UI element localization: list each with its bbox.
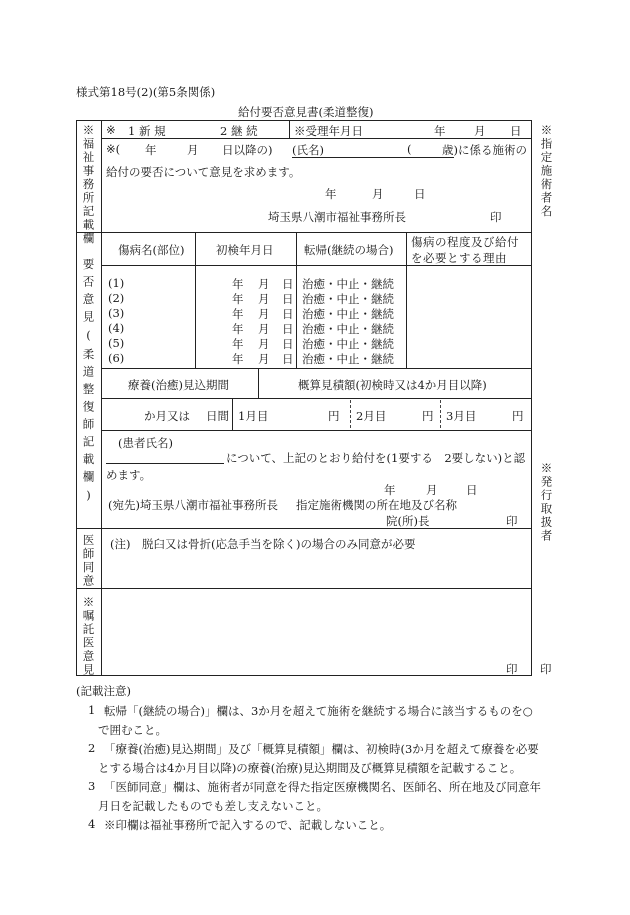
row-number: (2) xyxy=(108,291,125,305)
doctor-consent-note: (注) 脱臼又は骨折(応急手当を除く)の場合のみ同意が必要 xyxy=(110,537,416,551)
row-number: (4) xyxy=(108,321,125,335)
estimate-header: 概算見積額(初検時又は4か月目以降) xyxy=(298,378,487,392)
commissioned-seal: 印 xyxy=(506,662,518,676)
issuer-label: ※発行取扱者 xyxy=(539,462,554,543)
treatment-period-header: 療養(治癒)見込期間 xyxy=(128,378,229,392)
statement-date-day: 日 xyxy=(466,483,478,497)
note-number: 3 xyxy=(88,779,96,793)
row-month: 月 xyxy=(258,322,270,336)
row-month: 月 xyxy=(258,352,270,366)
patient-name-label: (患者氏名) xyxy=(118,436,173,450)
statement-facility: 指定施術機関の所在地及び名称 xyxy=(296,498,457,512)
row-month: 月 xyxy=(258,292,270,306)
note-number: 1 xyxy=(88,703,96,717)
office-type-marker: ※ xyxy=(106,123,116,137)
row-outcome: 治癒・中止・継続 xyxy=(302,337,394,351)
month2-label: 2月目 xyxy=(356,409,387,423)
statement-addressee: (宛先)埼玉県八潮市福祉事務所長 xyxy=(108,498,278,512)
request-line-age-unit: 歳)に係る施術の xyxy=(442,143,527,157)
office-head-name: 埼玉県八潮市福祉事務所長 xyxy=(268,210,406,224)
form-title: 給付要否意見書(柔道整復) xyxy=(238,105,374,119)
note-text-cont: とする場合は4か月目以降)の療養(治療)見込期間及び概算見積額を記載すること。 xyxy=(98,761,522,775)
opinion-section-label: 要否意見(柔道整復師記載欄) xyxy=(81,258,96,508)
row-day: 日 xyxy=(282,352,294,366)
row-year: 年 xyxy=(232,322,244,336)
continue-option: 2 継 続 xyxy=(220,124,258,138)
month1-label: 1月目 xyxy=(238,409,269,423)
office-section-label: ※福祉事務所記載欄 xyxy=(81,124,96,246)
header-reason: 傷病の程度及び給付を必要とする理由 xyxy=(411,235,519,265)
office-date-day: 日 xyxy=(414,187,426,201)
notes-title: (記載注意) xyxy=(76,684,131,698)
row-outcome: 治癒・中止・継続 xyxy=(302,352,394,366)
row-outcome: 治癒・中止・継続 xyxy=(302,322,394,336)
issuer-seal: 印 xyxy=(540,662,552,676)
row-day: 日 xyxy=(282,277,294,291)
period-days: 日間 xyxy=(206,409,229,423)
note-text: 「医師同意」欄は、施術者が同意を得た指定医療機関名、医師名、所在地及び同意年 xyxy=(104,780,541,794)
request-line-mark: ※( xyxy=(106,142,121,156)
row-month: 月 xyxy=(258,277,270,291)
note-text: 転帰「(継続の場合)」欄は、3か月を超えて施術を継続する場合に該当するものを○ xyxy=(104,704,533,718)
statement-seal: 印 xyxy=(506,514,518,528)
row-number: (6) xyxy=(108,351,125,365)
row-number: (5) xyxy=(108,336,125,350)
request-line-age-open: ( xyxy=(407,142,412,156)
statement-date-month: 月 xyxy=(426,483,438,497)
request-line-name-label: (氏名) xyxy=(292,143,324,157)
note-text-cont: 月日を記載したものでも差し支えないこと。 xyxy=(98,799,328,813)
row-outcome: 治癒・中止・継続 xyxy=(302,307,394,321)
row-day: 日 xyxy=(282,292,294,306)
header-outcome: 転帰(継続の場合) xyxy=(304,243,394,257)
row-year: 年 xyxy=(232,292,244,306)
row-day: 日 xyxy=(282,322,294,336)
header-injury-name: 傷病名(部位) xyxy=(118,243,185,257)
facility-name-label: ※指定施術者名 xyxy=(539,124,554,219)
request-line-year: 年 xyxy=(145,143,157,157)
row-outcome: 治癒・中止・継続 xyxy=(302,292,394,306)
row-year: 年 xyxy=(232,277,244,291)
note-text-cont: で囲むこと。 xyxy=(98,723,167,737)
header-first-exam-date: 初検年月日 xyxy=(216,243,274,257)
received-date-label: ※受理年月日 xyxy=(294,124,363,138)
row-year: 年 xyxy=(232,337,244,351)
note-text: ※印欄は福祉事務所で記入するので、記載しないこと。 xyxy=(104,818,392,832)
row-day: 日 xyxy=(282,337,294,351)
month3-label: 3月目 xyxy=(446,409,477,423)
month3-yen: 円 xyxy=(512,409,524,423)
row-number: (1) xyxy=(108,276,125,290)
received-year: 年 xyxy=(434,124,446,138)
received-day: 日 xyxy=(510,124,522,138)
row-year: 年 xyxy=(232,352,244,366)
month1-yen: 円 xyxy=(328,409,340,423)
doctor-consent-label: 医師同意 xyxy=(81,534,96,588)
statement-date-year: 年 xyxy=(384,483,396,497)
received-month: 月 xyxy=(474,124,486,138)
request-line-since: 日以降の) xyxy=(222,143,273,157)
request-line-month: 月 xyxy=(187,143,199,157)
row-month: 月 xyxy=(258,307,270,321)
note-number: 4 xyxy=(88,817,96,831)
office-date-year: 年 xyxy=(325,187,337,201)
statement-text-1: について、上記のとおり給付を(1要する 2要しない)と認 xyxy=(226,451,526,465)
statement-director: 院(所)長 xyxy=(386,514,430,528)
period-months: か月又は xyxy=(144,409,190,423)
row-number: (3) xyxy=(108,306,125,320)
office-date-month: 月 xyxy=(372,187,384,201)
office-seal: 印 xyxy=(490,210,502,224)
row-year: 年 xyxy=(232,307,244,321)
request-line-text: 給付の要否について意見を求めます。 xyxy=(106,165,301,179)
note-text: 「療養(治癒)見込期間」及び「概算見積額」欄は、初検時(3か月を超えて療養を必要 xyxy=(104,742,539,756)
note-number: 2 xyxy=(88,741,96,755)
row-day: 日 xyxy=(282,307,294,321)
new-option: 1 新 規 xyxy=(128,124,166,138)
row-outcome: 治癒・中止・継続 xyxy=(302,277,394,291)
commissioned-doctor-label: ※嘱託医意見 xyxy=(81,596,96,677)
row-month: 月 xyxy=(258,337,270,351)
form-number: 様式第18号(2)(第5条関係) xyxy=(76,85,216,99)
statement-text-2: めます。 xyxy=(106,468,152,482)
month2-yen: 円 xyxy=(422,409,434,423)
